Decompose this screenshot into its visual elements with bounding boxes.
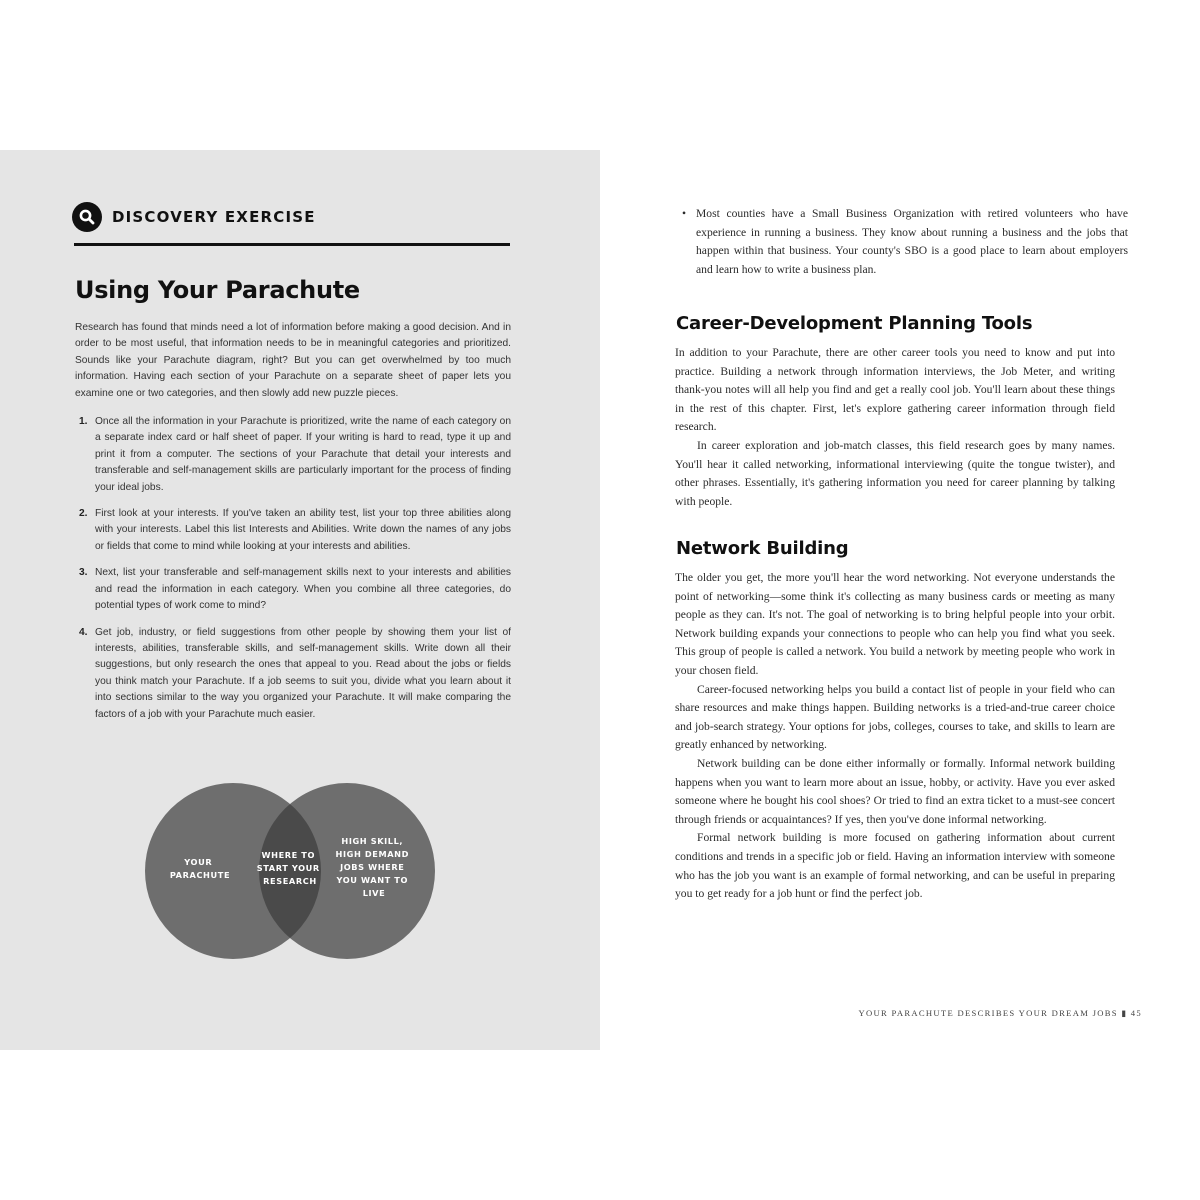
running-footer	[858, 1008, 1142, 1019]
venn-center-label	[257, 850, 324, 886]
bullet-item	[682, 205, 1128, 279]
venn-label-line: HIGH SKILL,	[341, 836, 404, 846]
left-page-discovery-exercise	[0, 150, 600, 1050]
footer-separator: ▮	[1121, 1008, 1131, 1018]
paragraph: Network building can be done either informally or formally. Informal network building happens when you want to learn more about an issue, hobby, or activity. Have you ever asked someone where he bought his cool shoes? Or tried to find an extra ticket to a must-see concert through friends or acquaintances? If yes, then you've done informal networking.	[675, 756, 1115, 826]
step-number: 1.	[79, 416, 88, 428]
step-number: 4.	[79, 626, 88, 638]
header-rule	[74, 243, 510, 246]
section-body-network-building	[675, 569, 1115, 904]
step-item	[75, 565, 511, 614]
venn-label-line: RESEARCH	[263, 876, 317, 886]
venn-label-line: WHERE TO	[261, 850, 316, 860]
venn-label-line: JOBS WHERE	[340, 862, 405, 872]
bullet-text: Most counties have a Small Business Organization with retired volunteers who have experience in running a business. They know about running a business and the jobs that happen within that business. Your county's SBO is a good place to learn about employers and learn how to write a business plan.	[696, 207, 1128, 276]
intro-paragraph: Research has found that minds need a lot of information before making a good decision. And in order to be most useful, that information needs to be in meaningful categories and prioritized. Sounds like your Parachute diagram, right? But you can get overwhelmed by too much information. Having each section of your Parachute on a separate sheet of paper lets you examine one or two categories, and then slowly add new puzzle pieces.	[75, 322, 511, 399]
paragraph: Career-focused networking helps you build a contact list of people in your field who can share resources and make things happen. Building networks is a tried-and-true career choice and job-search strategy. Your options for jobs, colleges, courses to take, and skills to learn are greatly enhanced by networking.	[675, 682, 1115, 752]
step-item	[75, 506, 511, 555]
venn-label-line: PARACHUTE	[169, 870, 231, 880]
step-text: Once all the information in your Parachute is prioritized, write the name of each category on a separate index card or half sheet of paper. If your writing is hard to read, type it up and print it from a computer. The sections of your Parachute that detail your interests and transferable and self-management skills are particularly important for the process of finding your ideal jobs.	[95, 416, 511, 493]
step-item	[75, 414, 511, 496]
step-number: 3.	[79, 567, 88, 579]
paragraph: The older you get, the more you'll hear the word networking. Not everyone understands the point of networking—some think it's collecting as many business cards or meeting as many people as they can. It's not. The goal of networking is to bring helpful people into your orbit. Network building expands your connections to people who can help you find what you seek. This group of people is called a network. You build a network by meeting people who work in your chosen field.	[675, 571, 1115, 677]
step-text: First look at your interests. If you've taken an ability test, list your top three abilities along with your interests. Label this list Interests and Abilities. Write down the names of any jobs or fields that come to mind while looking at your interests and abilities.	[95, 508, 511, 552]
right-page-body-text	[600, 150, 1200, 1050]
step-text: Next, list your transferable and self-management skills next to your interests and abilities and read the information in each category. When you combine all three categories, do potential types of work come to mind?	[95, 567, 511, 612]
section-heading-career-tools: Career-Development Planning Tools	[676, 313, 1033, 334]
venn-label-line: YOU WANT TO	[336, 875, 409, 885]
section-heading-network-building: Network Building	[676, 538, 849, 559]
bullet-dot: •	[682, 207, 687, 220]
footer-title: YOUR PARACHUTE DESCRIBES YOUR DREAM JOBS	[858, 1008, 1118, 1018]
exercise-body	[75, 320, 511, 733]
steps-list	[75, 414, 511, 723]
step-text: Get job, industry, or field suggestions from other people by showing them your list of interests, abilities, transferable skills, and self-management skills. Write down all their suggestions, but only research the ones that appeal to you. Read about the jobs or fields you think match your Parachute. If a job seems to suit you, divide what you learn about it into sections similar to the way you organized your Parachute. It will make comparing the factors of a job with your Parachute much easier.	[95, 626, 511, 720]
step-item	[75, 625, 511, 723]
exercise-title: Using Your Parachute	[75, 276, 360, 304]
venn-label-line: YOUR	[184, 857, 213, 867]
exercise-label: DISCOVERY EXERCISE	[112, 208, 316, 226]
paragraph: In career exploration and job-match classes, this field research goes by many names. You'll hear it called networking, informational interviewing (quite the tongue twister), and other phrases. Essentially, it's gathering information you need for career planning by talking with people.	[675, 438, 1115, 508]
page-number: 45	[1130, 1008, 1142, 1018]
venn-diagram	[144, 782, 436, 960]
step-number: 2.	[79, 508, 88, 520]
paragraph: Formal network building is more focused on gathering information about current conditions and trends in a specific job or field. Having an information interview with someone who has the job you want is an example of formal networking, and can be useful in preparing you to get ready for a job hunt or find the perfect job.	[675, 831, 1115, 901]
section-body-career-tools	[675, 344, 1115, 511]
venn-label-line: START YOUR	[256, 863, 320, 873]
exercise-header	[72, 204, 512, 230]
venn-label-line: HIGH DEMAND	[335, 849, 409, 859]
venn-label-line: LIVE	[362, 888, 386, 898]
paragraph: In addition to your Parachute, there are other career tools you need to know and put into practice. Building a network through information interviews, the Job Meter, and writing thank-you notes will all help you find and get a really cool job. You'll learn about these things in the rest of this chapter. First, let's explore gathering career information through field research.	[675, 346, 1115, 434]
magnifier-icon	[72, 202, 102, 232]
